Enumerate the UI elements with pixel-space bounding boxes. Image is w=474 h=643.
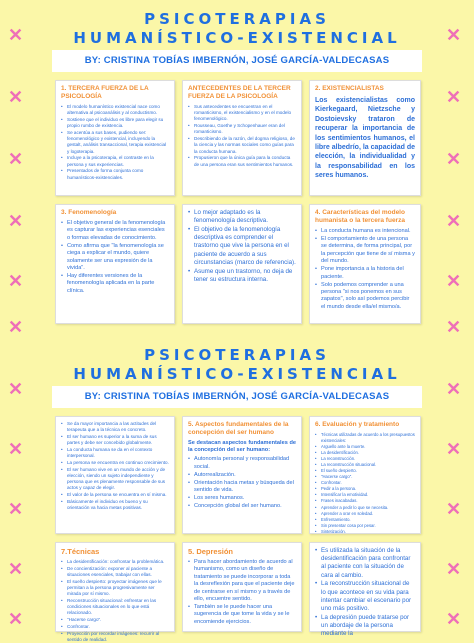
card-heading: 4. Características del modelo humanista o la tercera fuerza (315, 209, 405, 224)
decorative-x-icon: ✕ (8, 439, 24, 459)
list-item: • La depresión puede tratarse por un abordaje de la persona mediante la (315, 614, 415, 639)
card-desidentificacion (309, 542, 421, 638)
list-item: • Autorrealización. (188, 472, 296, 479)
list-item: • Intensificar la emotividad. (315, 492, 415, 498)
decorative-x-icon: ✕ (8, 379, 24, 399)
poster-page-2 (0, 336, 474, 642)
list-item: • De concientización: exponer al paciente a situaciones esenciales, trabajar con ellas. (61, 566, 169, 578)
list-item: • La conducta humana se da en el contexto interpersonal. (61, 447, 169, 459)
card-actitudes-terapeuta (55, 416, 175, 534)
card-fenomenologia (55, 204, 175, 324)
list-item: • Pone importancia a la historia del paciente. (315, 266, 415, 281)
card-antecedentes (182, 80, 302, 196)
card-depresion (182, 542, 302, 632)
list-item: • La reconstrucción situacional de lo que acontece en su vida para intentar cambiar el escenario por uno más positivo. (315, 580, 415, 613)
title-line-2: HUMANÍSTICO-EXISTENCIAL (73, 29, 401, 47)
card-list (61, 559, 169, 643)
list-item: • Orientación hacia metas y búsqueda del sentido de vida. (188, 480, 296, 495)
list-item: • Pedir a la persona. (315, 486, 415, 492)
card-list (61, 421, 169, 511)
card-tercera-fuerza (55, 80, 175, 196)
list-item: • Se da mayor importancia a las actitudes del terapeuta que a la técnica en concreto. (61, 421, 169, 433)
card-heading: 6. Evaluación y tratamiento (315, 421, 400, 428)
list-item: • Sintetización. (315, 529, 415, 535)
decorative-x-icon: ✕ (446, 559, 462, 579)
decorative-x-icon: ✕ (446, 499, 462, 519)
title-line-1: PSICOTERAPIAS (144, 10, 330, 28)
list-item: • Presentados de forma conjunta como humanísticos-existenciales. (61, 168, 169, 180)
card-list (188, 456, 296, 510)
list-item: • "Hacerse cargo". (315, 474, 415, 480)
card-evaluacion-tratamiento (309, 416, 421, 534)
card-lead-text: Se destacan aspectos fundamentales de la concepción del ser humano: (188, 440, 296, 454)
list-item: • La conducta humana es intencional. (315, 228, 415, 235)
card-existencialistas (309, 80, 421, 196)
card-heading: 5. Depresión (188, 547, 234, 556)
card-heading: 7.Técnicas (61, 547, 100, 556)
card-caracteristicas (309, 204, 421, 324)
list-item: • El ser humano es superior a la suma de sus partes y debe ser concebido globalmente. (61, 434, 169, 446)
list-item: • Hay diferentes versiones de la fenomenología aplicada en la parte clínica. (61, 273, 169, 295)
list-item: • La reconstrucción. (315, 456, 415, 462)
decorative-x-icon: ✕ (446, 317, 462, 337)
list-item: • La persona se encuentra en continuo crecimiento. (61, 460, 169, 466)
card-list (315, 228, 415, 311)
list-item: • El objetivo de la fenomenología descriptiva es comprender el trastorno que vive la persona en el paciente de acuerdo a sus circunstancias (marco de referencia). (188, 226, 296, 267)
decorative-x-icon: ✕ (8, 609, 24, 629)
page-title (0, 336, 474, 384)
list-item: • Reconstrucción situacional: enfrentar en las condiciones situacionales en lo que está relacionado. (61, 598, 169, 617)
list-item: • Para hacer abordamiento de acuerdo al humanismo, como un diseño de tratamiento se puede incorporar a toda la desreflexión para que el paciente deje de centrarse en sí mismo y a través de ello, encuentre sentido. (188, 559, 296, 603)
list-item: • La desidentificación. (315, 450, 415, 456)
card-list (188, 559, 296, 626)
list-item: • "Hacerse cargo". (61, 617, 169, 623)
list-item: • La desidentificación: confrontar la problemática. (61, 559, 169, 565)
list-item: • Los seres humanos. (188, 495, 296, 502)
card-list (315, 432, 415, 534)
list-item: • Autonomía personal y responsabilidad social. (188, 456, 296, 471)
card-fenomenologia-descriptiva (182, 204, 302, 324)
decorative-x-icon: ✕ (446, 87, 462, 107)
list-item: • Confrontar. (61, 624, 169, 630)
list-item: • Aprender a pedir lo que se necesita. (315, 505, 415, 511)
list-item: • También se le puede hacer una sugerencia de que tome la vida y se le encomiende ejercicios. (188, 604, 296, 626)
card-aspectos-fundamentales (182, 416, 302, 534)
list-item: • Concepción global del ser humano. (188, 503, 296, 510)
decorative-x-icon: ✕ (446, 149, 462, 169)
list-item: • Propusieron que la única guía para la conducta de una persona eran sus sentimientos humanos. (188, 155, 296, 167)
list-item: • Enfrentamiento. (315, 517, 415, 523)
list-item: • Solo podemos comprender a una persona "si nos ponemos en sus zapatos", solo así podemos percibir el mundo desde ella/el mismo/a. (315, 282, 415, 312)
card-heading: 1. TERCERA FUERZA DE LA PSICOLOGÍA (61, 85, 149, 100)
decorative-x-icon: ✕ (8, 211, 24, 231)
list-item: • El ser humano vive en un mundo de acción y de elección, siendo un sujeto independiente y persona que es plenamente responsable de sus actos y capaz de elegir. (61, 467, 169, 492)
list-item: • Asume que un trastorno, no deja de tener su estructura interna. (188, 268, 296, 284)
list-item: • El valor de la persona se encuentra en sí misma. (61, 492, 169, 498)
decorative-x-icon: ✕ (8, 87, 24, 107)
title-line-2: HUMANÍSTICO-EXISTENCIAL (73, 365, 401, 383)
list-item: • Arguello ante la muerte. (315, 444, 415, 450)
list-item: • Sostiene que el individuo es libre para elegir su propio rumbo de existencia. (61, 117, 169, 129)
decorative-x-icon: ✕ (8, 271, 24, 291)
card-heading: ANTECEDENTES DE LA TERCER FUERZA DE LA PSICOLOGÍA (188, 85, 291, 100)
card-list (61, 220, 169, 295)
list-item: • El sueño despierto: proyectar imágenes que le permitan a la persona progresivamente ser mirada por sí mismo. (61, 579, 169, 598)
list-item: • Describiendo de la razón, del dogma religioso, de la ciencia y las normas sociales como guías para la conducta humana. (188, 136, 296, 155)
list-item: • La reconstrucción situacional. (315, 462, 415, 468)
authors-banner: BY: CRISTINA TOBÍAS IMBERNÓN, JOSÉ GARCÍA-VALDECASAS (52, 386, 422, 408)
list-item: • Básicamente el individuo es bueno y su orientación va hacia metas positivas. (61, 499, 169, 511)
decorative-x-icon: ✕ (446, 211, 462, 231)
card-heading: 3. Fenomenología (61, 209, 117, 216)
list-item: • El modelo humanístico existencial nace como alternativa al psicoanálisis y al conductismo. (61, 104, 169, 116)
decorative-x-icon: ✕ (8, 317, 24, 337)
list-item: • Lo mejor adaptado es la fenomenología descriptiva. (188, 209, 296, 225)
card-list (188, 209, 296, 284)
list-item: • Sus antecedentes se encuentran en el romanticismo, el existencialismo y en el modelo fenomenológico. (188, 104, 296, 123)
list-item: • Rousseau, Goethe y Schopenhauer eran del romanticismo. (188, 123, 296, 135)
list-item: • El comportamiento de una persona se determina, de forma principal, por la percepción que tiene de sí misma y del mundo. (315, 236, 415, 266)
card-tecnicas (55, 542, 175, 642)
list-item: • Técnicas utilizadas de acuerdo a los presupuestos existenciales: (315, 432, 415, 443)
authors-banner: BY: CRISTINA TOBÍAS IMBERNÓN, JOSÉ GARCÍA-VALDECASAS (52, 50, 422, 72)
list-item: • Confrontar. (315, 480, 415, 486)
card-heading: 2. EXISTENCIALISTAS (315, 85, 384, 92)
decorative-x-icon: ✕ (446, 379, 462, 399)
list-item: • Proyección por recordar imágenes: recurrir al sentido de realidad. (61, 631, 169, 643)
decorative-x-icon: ✕ (446, 439, 462, 459)
list-item: • Es utilizada la situación de la desidentificación para confrontar al paciente con la situación de cara al cambio. (315, 547, 415, 580)
list-item: • Se acentúa a sus bases, pudiendo ser: fenomenológico y existencial, incluyendo la gestalt, análisis transaccional, terapia existencial y logoterapia. (61, 130, 169, 155)
decorative-x-icon: ✕ (446, 609, 462, 629)
list-item: • Sin presentar cosa por pesar. (315, 523, 415, 529)
list-item: • El sueño despierto. (315, 468, 415, 474)
list-item: • Incluye a la psicoterapia, el contraste en la persona y sus experiencias. (61, 155, 169, 167)
decorative-x-icon: ✕ (8, 499, 24, 519)
card-heading: 5. Aspectos fundamentales de la concepción del ser humano (188, 421, 289, 436)
card-list (61, 104, 169, 181)
decorative-x-icon: ✕ (8, 559, 24, 579)
card-list (188, 104, 296, 168)
list-item: • Aprender a orar en soledad. (315, 511, 415, 517)
page-title (0, 0, 474, 48)
decorative-x-icon: ✕ (446, 25, 462, 45)
decorative-x-icon: ✕ (8, 149, 24, 169)
card-body-text: Los existencialistas como Kierkegaard, Nietzsche y Dostoievsky trataron de recuperar la importancia de los sentimientos humanos, el libre albedrío, la capacidad de elección, la individualidad y la responsabilidad en los seres humanos. (315, 97, 415, 180)
list-item: • El objetivo general de la fenomenología es capturar las experiencias esenciales o formas elevadas de conocimiento. (61, 220, 169, 242)
list-item: • Frases inacabadas. (315, 498, 415, 504)
list-item: • Como afirma que "la fenomenología se ciega a explicar el mundo, quiere solamente ser una expresión de la vivida". (61, 243, 169, 273)
title-line-1: PSICOTERAPIAS (144, 346, 330, 364)
decorative-x-icon: ✕ (8, 25, 24, 45)
card-list (315, 547, 415, 638)
decorative-x-icon: ✕ (446, 271, 462, 291)
